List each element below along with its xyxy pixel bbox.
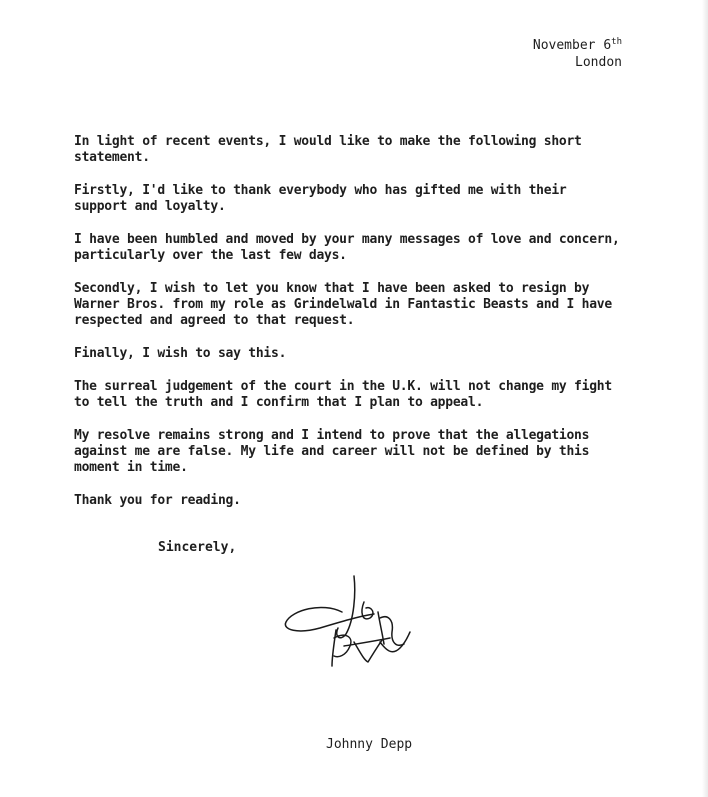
letter-date-day: November 6: [532, 38, 612, 53]
letter-body: [74, 134, 626, 526]
paragraph-6: The surreal judgement of the court in the U.K. will not change my fight to tell the truth and I confirm that I plan to appeal.: [74, 379, 612, 410]
paragraph-7: My resolve remains strong and I intend to prove that the allegations against me are false. My life and career will not be defined by this moment in time.: [74, 428, 590, 475]
paragraph-4: Secondly, I wish to let you know that I have been asked to resign by Warner Bros. from my role as Grindelwald in Fantastic Beasts and I have respected and agreed to that request.: [74, 281, 612, 328]
paragraph-5: Finally, I wish to say this.: [74, 346, 287, 361]
date-location-block: [533, 37, 622, 71]
handwritten-signature: [280, 572, 420, 672]
paragraph-1: In light of recent events, I would like to make the following short statement.: [74, 134, 582, 165]
signatory-name: Johnny Depp: [326, 737, 413, 752]
letter-location: London: [575, 55, 622, 70]
letter-date-suffix: th: [611, 37, 622, 47]
paragraph-8: Thank you for reading.: [74, 493, 241, 508]
paragraph-2: Firstly, I'd like to thank everybody who has gifted me with their support and loyalty.: [74, 183, 567, 214]
closing-salutation: Sincerely,: [158, 540, 237, 555]
letter-date: [533, 37, 622, 54]
paragraph-3: I have been humbled and moved by your many messages of love and concern, particularly over the last few days.: [74, 232, 620, 263]
page-edge-shadow: [702, 0, 708, 797]
